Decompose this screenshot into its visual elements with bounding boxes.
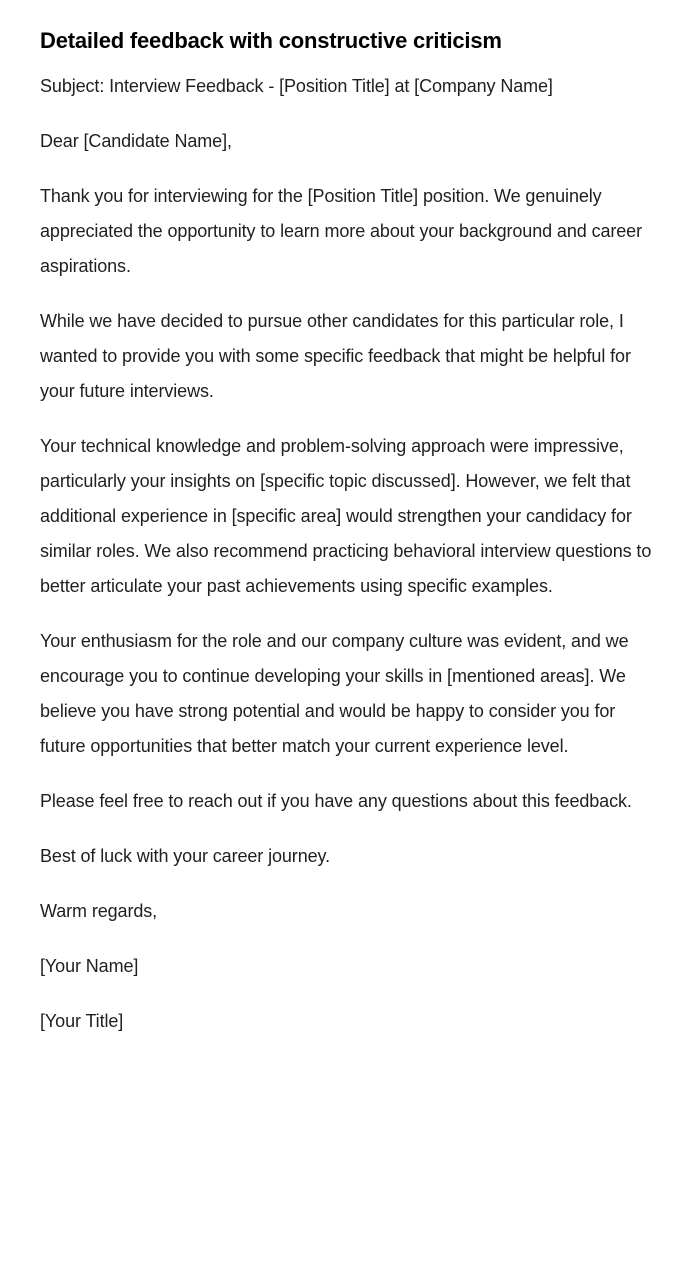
paragraph-encouragement: Your enthusiasm for the role and our company culture was evident, and we encourage you to continue developing your skills in [mentioned areas]. We believe you have strong potential and would be happy to consider you for future opportunities that better match your current experience level. — [40, 631, 629, 756]
paragraph-salutation: Dear [Candidate Name], — [40, 131, 232, 151]
paragraph-feedback: Your technical knowledge and problem-solving approach were impressive, particularly your insights on [specific topic discussed]. However, we felt that additional experience in [specific area] would strengthen your candidacy for similar roles. We also recommend practicing behavioral interview questions to better articulate your past achievements using specific examples. — [40, 436, 652, 596]
paragraph-signature-name: [Your Name] — [40, 956, 139, 976]
paragraph-signature-title: [Your Title] — [40, 1011, 124, 1031]
paragraph-subject: Subject: Interview Feedback - [Position Title] at [Company Name] — [40, 76, 553, 96]
paragraph-sign-off: Warm regards, — [40, 901, 158, 921]
paragraph-thanks: Thank you for interviewing for the [Position Title] position. We genuinely appreciated the opportunity to learn more about your background and career aspirations. — [40, 186, 642, 276]
page-title: Detailed feedback with constructive criticism — [40, 28, 502, 53]
paragraph-decision: While we have decided to pursue other candidates for this particular role, I wanted to provide you with some specific feedback that might be helpful for your future interviews. — [40, 311, 631, 401]
paragraph-best-wishes: Best of luck with your career journey. — [40, 846, 330, 866]
paragraph-questions: Please feel free to reach out if you have any questions about this feedback. — [40, 791, 632, 811]
